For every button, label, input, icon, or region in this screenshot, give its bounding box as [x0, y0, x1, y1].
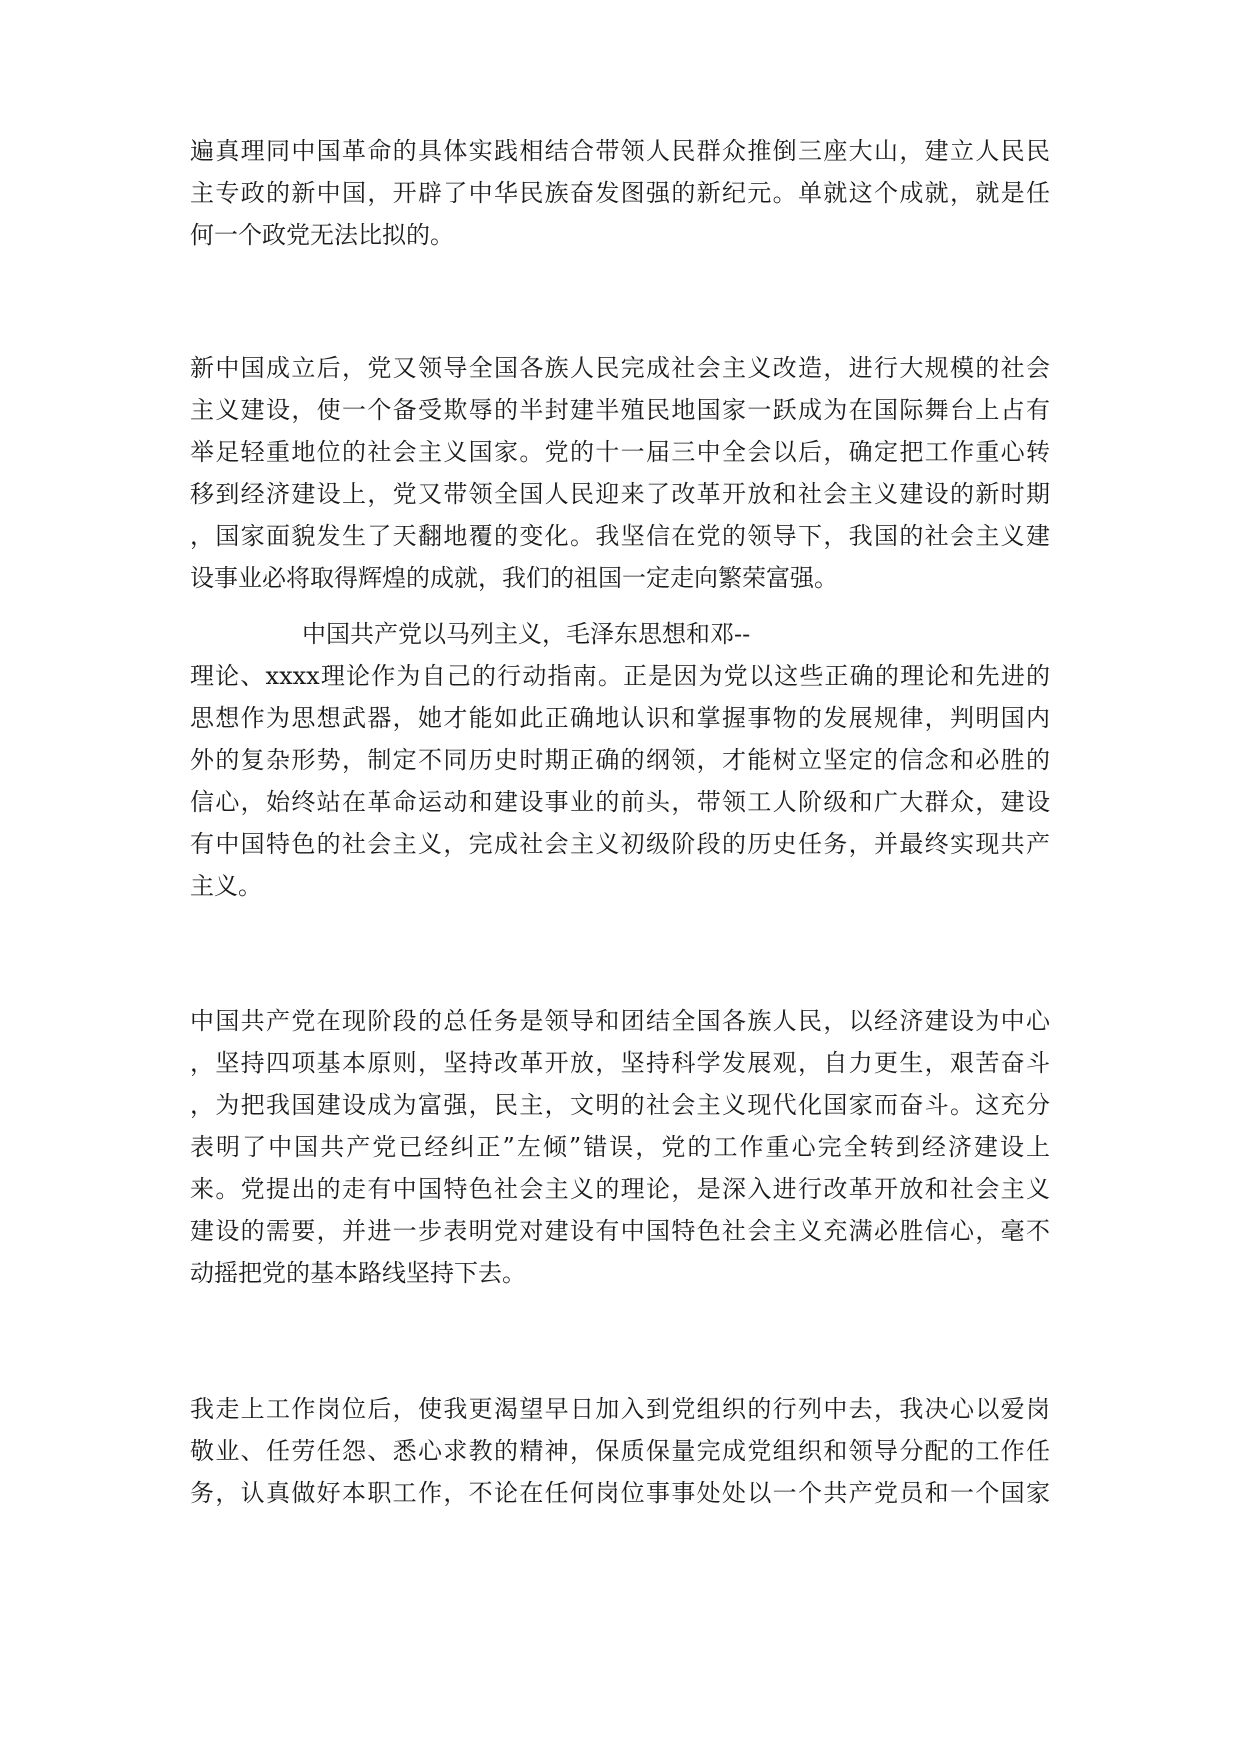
paragraph-1-line-1: 遍真理同中国革命的具体实践相结合带领人民群众推倒三座大山，建立人民民 — [190, 137, 1050, 165]
paragraph-3-line-7: 主义。 — [190, 872, 262, 900]
paragraph-3-line-5: 信心，始终站在革命运动和建设事业的前头，带领工人阶级和广大群众，建设 — [190, 788, 1050, 816]
paragraph-4-line-6: 建设的需要，并进一步表明党对建设有中国特色社会主义充满必胜信心，毫不 — [190, 1217, 1050, 1245]
paragraph-3-line-6: 有中国特色的社会主义，完成社会主义初级阶段的历史任务，并最终实现共产 — [190, 830, 1050, 858]
paragraph-4-line-3: ，为把我国建设成为富强，民主，文明的社会主义现代化国家而奋斗。这充分 — [190, 1091, 1050, 1119]
paragraph-2-line-2: 主义建设，使一个备受欺辱的半封建半殖民地国家一跃成为在国际舞台上占有 — [190, 396, 1050, 424]
paragraph-5-line-2: 敬业、任劳任怨、悉心求教的精神，保质保量完成党组织和领导分配的工作任 — [190, 1437, 1050, 1465]
paragraph-4-line-5: 来。党提出的走有中国特色社会主义的理论，是深入进行改革开放和社会主义 — [190, 1175, 1050, 1203]
paragraph-4-line-7: 动摇把党的基本路线坚持下去。 — [190, 1259, 526, 1287]
paragraph-2-line-6: 设事业必将取得辉煌的成就，我们的祖国一定走向繁荣富强。 — [190, 564, 838, 592]
paragraph-3-line-4: 外的复杂形势，制定不同历史时期正确的纲领，才能树立坚定的信念和必胜的 — [190, 746, 1050, 774]
paragraph-3-line-2: 理论、xxxx理论作为自己的行动指南。正是因为党以这些正确的理论和先进的 — [190, 662, 1050, 690]
paragraph-4-line-1: 中国共产党在现阶段的总任务是领导和团结全国各族人民，以经济建设为中心 — [190, 1007, 1050, 1035]
paragraph-2-line-5: ，国家面貌发生了天翻地覆的变化。我坚信在党的领导下，我国的社会主义建 — [190, 522, 1050, 550]
paragraph-5-line-1: 我走上工作岗位后，使我更渴望早日加入到党组织的行列中去，我决心以爱岗 — [190, 1395, 1050, 1423]
paragraph-2-line-4: 移到经济建设上，党又带领全国人民迎来了改革开放和社会主义建设的新时期 — [190, 480, 1050, 508]
paragraph-2-line-1: 新中国成立后，党又领导全国各族人民完成社会主义改造，进行大规模的社会 — [190, 354, 1050, 382]
paragraph-5-line-3: 务，认真做好本职工作，不论在任何岗位事事处处以一个共产党员和一个国家 — [190, 1479, 1050, 1507]
paragraph-1-line-2: 主专政的新中国，开辟了中华民族奋发图强的新纪元。单就这个成就，就是任 — [190, 179, 1050, 207]
paragraph-4-line-4: 表明了中国共产党已经纠正”左倾”错误，党的工作重心完全转到经济建设上 — [190, 1133, 1050, 1161]
paragraph-1-line-3: 何一个政党无法比拟的。 — [190, 221, 454, 249]
paragraph-2-line-3: 举足轻重地位的社会主义国家。党的十一届三中全会以后，确定把工作重心转 — [190, 438, 1050, 466]
paragraph-4-line-2: ，坚持四项基本原则，坚持改革开放，坚持科学发展观，自力更生，艰苦奋斗 — [190, 1049, 1050, 1077]
paragraph-3-line-3: 思想作为思想武器，她才能如此正确地认识和掌握事物的发展规律，判明国内 — [190, 704, 1050, 732]
paragraph-3-line-1: 中国共产党以马列主义，毛泽东思想和邓-- — [302, 620, 751, 648]
